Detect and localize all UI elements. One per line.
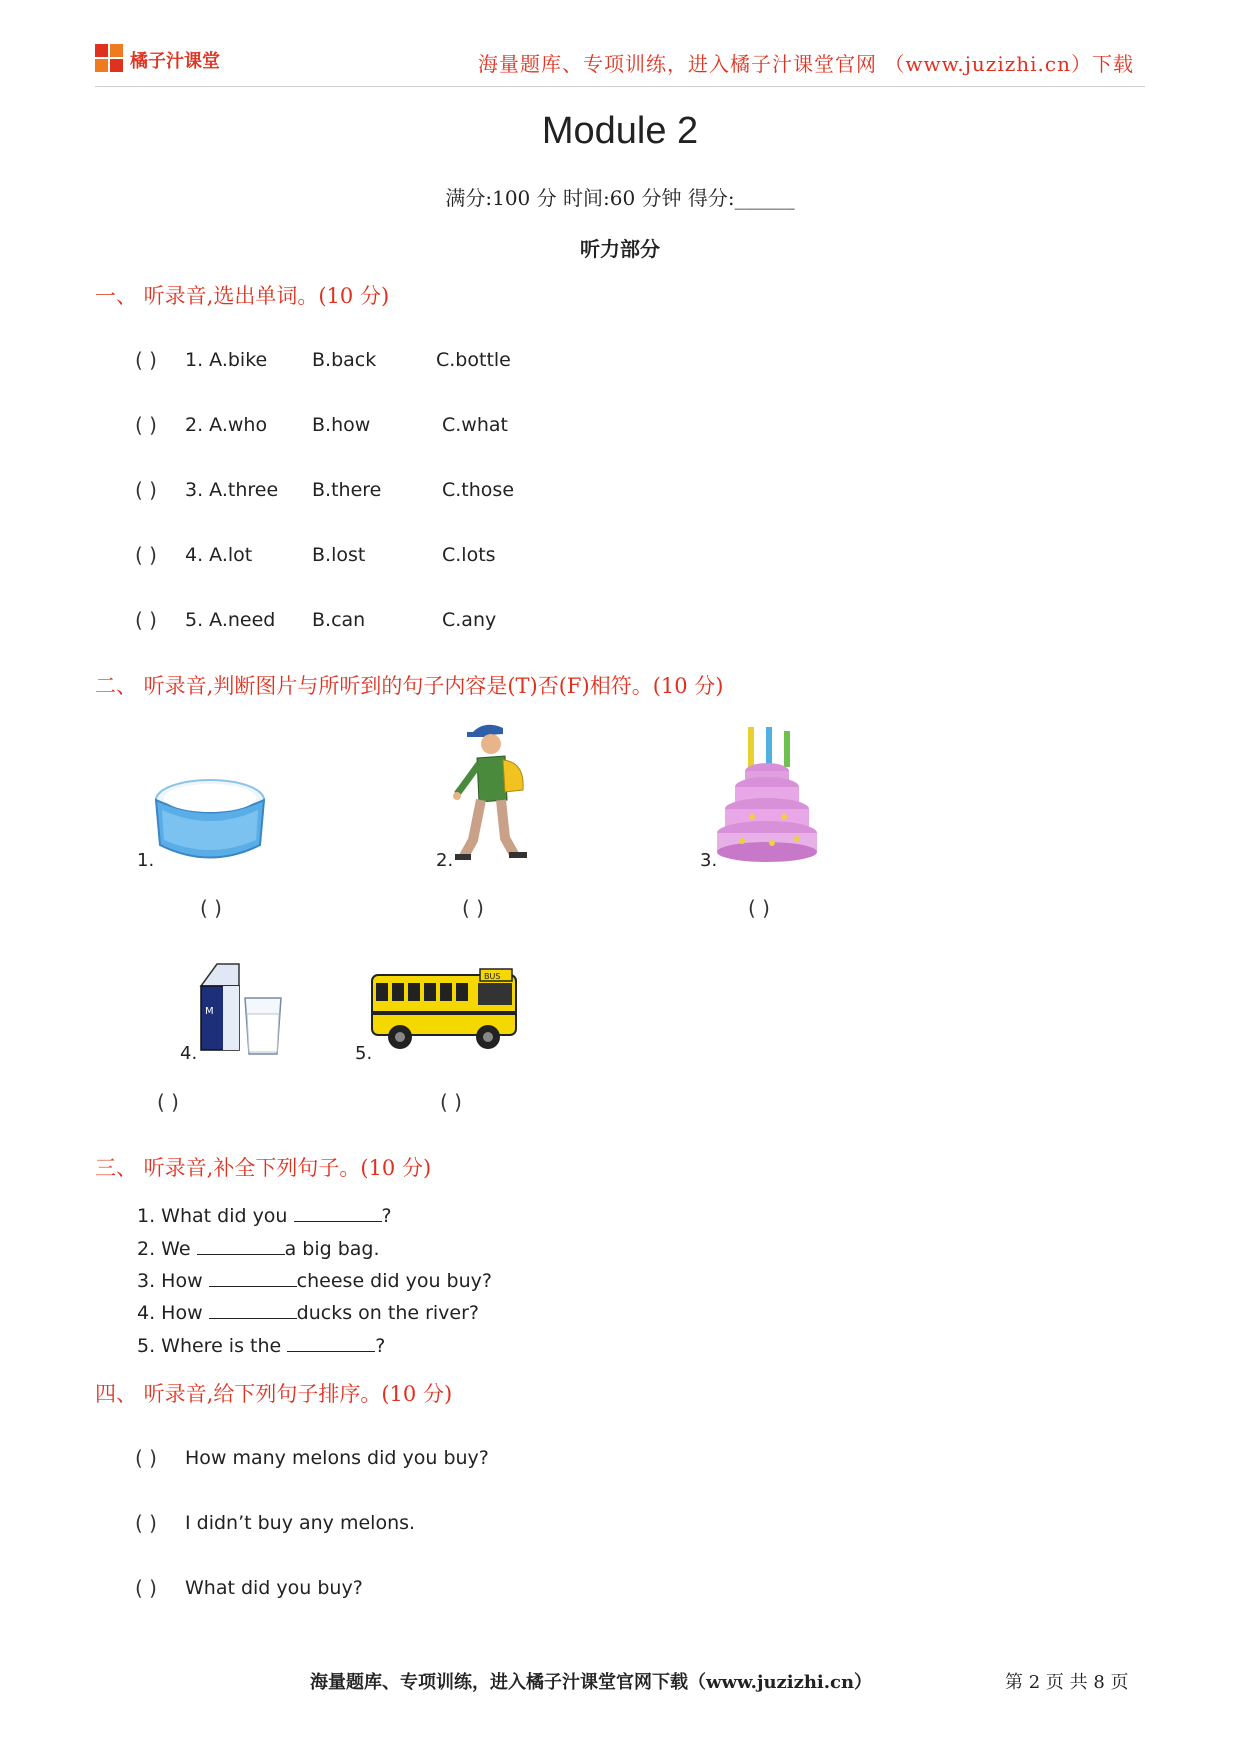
option-b: B.lost	[312, 544, 366, 566]
bus-sign: BUS	[484, 972, 501, 981]
option-a: 2. A.who	[185, 414, 268, 436]
option-b: B.there	[312, 479, 382, 501]
answer-bracket[interactable]: ( )	[462, 896, 484, 920]
header-slogan: 海量题库、专项训练，进入橘子汁课堂官网 （www.juzizhi.cn）下载	[478, 52, 1134, 76]
blank-field[interactable]	[209, 1300, 297, 1319]
answer-bracket[interactable]: ( )	[200, 896, 222, 920]
sentence-start: 5. Where is the	[137, 1335, 288, 1357]
sentence-start: 2. We	[137, 1238, 197, 1260]
page-title: Module 2	[541, 110, 699, 152]
section-title: 听力部分	[580, 237, 660, 261]
option-c: C.bottle	[436, 349, 511, 371]
option-b: B.can	[312, 609, 366, 631]
blank-field[interactable]	[197, 1236, 285, 1255]
footer-text: 海量题库、专项训练，进入橘子汁课堂官网下载（www.juzizhi.cn）	[310, 1672, 873, 1693]
answer-bracket[interactable]: ( )	[135, 478, 157, 502]
sentence: What did you buy?	[185, 1577, 363, 1599]
picture-number: 4.	[180, 1043, 198, 1064]
carton-label: M	[205, 1006, 214, 1017]
fill-sentence	[137, 1300, 479, 1324]
blank-field[interactable]	[287, 1333, 375, 1352]
answer-bracket[interactable]: ( )	[135, 1446, 157, 1470]
blank-field[interactable]	[294, 1203, 382, 1222]
school-bus-icon	[370, 965, 520, 1055]
sentence-end: a big bag.	[284, 1238, 380, 1260]
fill-sentence	[137, 1268, 492, 1292]
answer-bracket[interactable]: ( )	[135, 1576, 157, 1600]
picture-number: 5.	[355, 1043, 373, 1064]
answer-bracket[interactable]: ( )	[135, 348, 157, 372]
option-c: C.any	[442, 609, 497, 631]
sentence: I didn’t buy any melons.	[185, 1512, 416, 1534]
option-a: 1. A.bike	[185, 349, 268, 371]
option-a: 5. A.need	[185, 609, 276, 631]
option-b: B.back	[312, 349, 377, 371]
sentence-start: 4. How	[137, 1302, 209, 1324]
answer-bracket[interactable]: ( )	[135, 413, 157, 437]
fill-sentence	[137, 1333, 385, 1357]
milk-carton-glass-icon	[195, 958, 290, 1058]
sentence: How many melons did you buy?	[185, 1447, 489, 1469]
option-b: B.how	[312, 414, 371, 436]
walking-boy-icon	[445, 720, 535, 870]
sentence-start: 3. How	[137, 1270, 209, 1292]
score-line: 满分:100 分 时间:60 分钟 得分:______	[445, 186, 795, 210]
sentence-end: ?	[381, 1205, 392, 1227]
sentence-end: ?	[375, 1335, 386, 1357]
q1-heading: 一、 听录音,选出单词。(10 分)	[95, 284, 390, 308]
q4-heading: 四、 听录音,给下列句子排序。(10 分)	[95, 1382, 453, 1406]
option-c: C.lots	[442, 544, 496, 566]
page-number: 第 2 页 共 8 页	[1005, 1672, 1129, 1693]
sentence-start: 1. What did you	[137, 1205, 294, 1227]
brand-name: 橘子汁课堂	[130, 51, 220, 72]
cheese-bowl-icon	[150, 770, 270, 870]
option-a: 4. A.lot	[185, 544, 253, 566]
answer-bracket[interactable]: ( )	[135, 1511, 157, 1535]
fill-sentence	[137, 1203, 392, 1227]
option-a: 3. A.three	[185, 479, 279, 501]
sentence-end: ducks on the river?	[296, 1302, 480, 1324]
picture-number: 2.	[436, 850, 454, 871]
birthday-cake-icon	[712, 725, 822, 865]
picture-number: 1.	[137, 850, 155, 871]
picture-number: 3.	[700, 850, 718, 871]
option-c: C.those	[442, 479, 515, 501]
answer-bracket[interactable]: ( )	[135, 608, 157, 632]
brand-logo	[95, 44, 125, 74]
blank-field[interactable]	[209, 1268, 297, 1287]
answer-bracket[interactable]: ( )	[157, 1090, 179, 1114]
answer-bracket[interactable]: ( )	[440, 1090, 462, 1114]
answer-bracket[interactable]: ( )	[748, 896, 770, 920]
q3-heading: 三、 听录音,补全下列句子。(10 分)	[95, 1156, 432, 1180]
logo-squares-icon	[95, 44, 125, 74]
header-divider	[95, 86, 1145, 87]
option-c: C.what	[442, 414, 508, 436]
answer-bracket[interactable]: ( )	[135, 543, 157, 567]
q2-heading: 二、 听录音,判断图片与所听到的句子内容是(T)否(F)相符。(10 分)	[95, 674, 724, 698]
fill-sentence	[137, 1236, 380, 1260]
sentence-end: cheese did you buy?	[296, 1270, 492, 1292]
